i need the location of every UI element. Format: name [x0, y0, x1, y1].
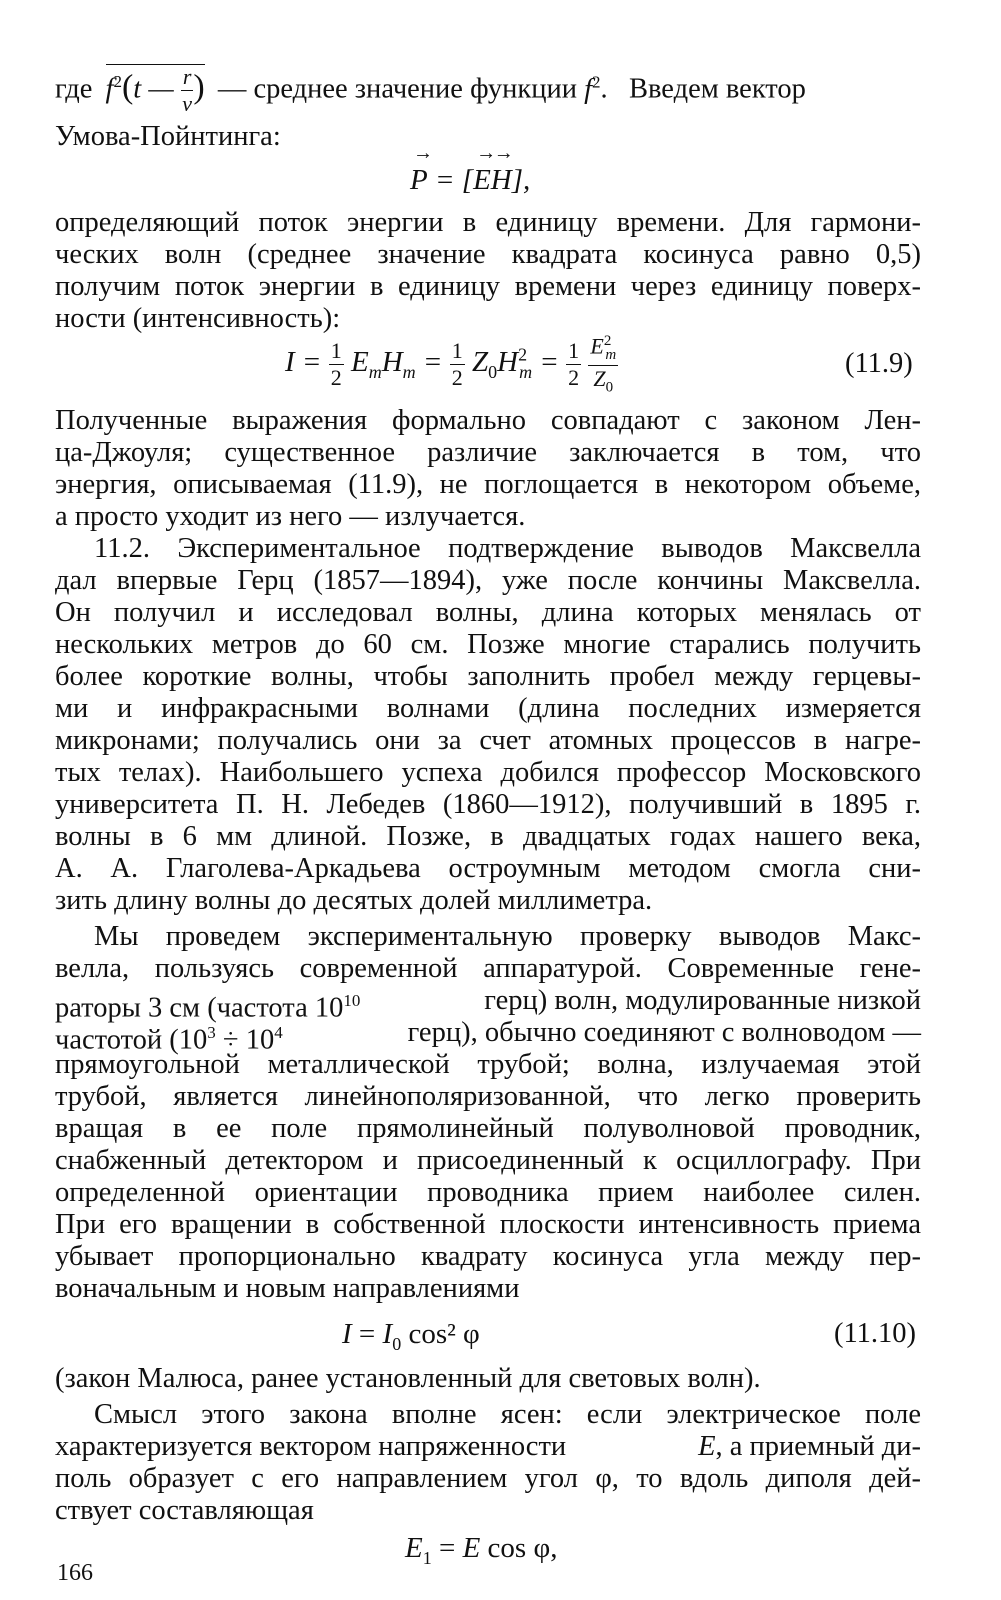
superscript: 3	[207, 1023, 216, 1042]
text-line: Смысл этого закона вполне ясен: если электрическое поле	[94, 1399, 921, 1430]
inline-formula: $f^2$	[584, 72, 601, 105]
text-line: прямоугольной металлической трубой; волна, излучаемая этой	[55, 1049, 921, 1080]
text-line: Он получил и исследовал волны, длина которых менялась от	[55, 597, 921, 628]
text-line: а просто уходит из него — излучается.	[55, 501, 526, 532]
text-fragment: характеризуется вектором напряженности	[55, 1431, 567, 1462]
text-fragment: где	[55, 73, 93, 105]
text-line: велла, пользуясь современной аппаратурой. Современные гене-	[55, 953, 921, 984]
text-line: Умова-Пойнтинга:	[55, 121, 281, 152]
text-line: вращая в ее поле прямолинейный полуволновой проводник,	[55, 1113, 921, 1144]
text-line	[55, 1430, 921, 1464]
equation-e1: $E_1 = E$ cos φ,	[405, 1532, 558, 1568]
text-line: тых телах). Наибольшего успеха добился профессор Московского	[55, 757, 921, 788]
text-line: поль образует с его направлением угол φ, то вдоль диполя дей-	[55, 1463, 921, 1494]
text-fragment	[698, 1430, 921, 1464]
text-fragment: герц), обычно соединяют с волноводом —	[407, 1017, 921, 1048]
text-line: 11.2. Экспериментальное подтверждение выводов Максвелла	[94, 533, 921, 564]
text-line: более короткие волны, чтобы заполнить пробел между герцевы-	[55, 661, 921, 692]
text-fragment: ÷ 10	[215, 1024, 275, 1056]
text-line: ческих волн (среднее значение квадрата косинуса равно 0,5)	[55, 239, 921, 270]
text-line: Полученные выражения формально совпадают с законом Лен-	[55, 405, 921, 436]
text-fragment: — среднее значение функции	[217, 73, 577, 105]
text-fragment: раторы 3 см (частота 10	[55, 992, 344, 1024]
text-line: дал впервые Герц (1857—1894), уже после кончины Максвелла.	[55, 565, 921, 596]
text-fragment: герц) волн, модулированные низкой	[484, 985, 921, 1016]
text-line: энергия, описываемая (11.9), не поглощается в некотором объеме,	[55, 469, 921, 500]
text-line: ца-Джоуля; существенное различие заключается в том, что	[55, 437, 921, 468]
superscript: 10	[343, 991, 361, 1010]
text-line: определяющий поток энергии в единицу времени. Для гармони-	[55, 207, 921, 238]
inline-formula: $f^2(t$ — $\frac{r}{v}$ )	[105, 64, 205, 117]
text-line: ствует составляющая	[55, 1495, 314, 1526]
text-line: нескольких метров до 60 см. Позже многие старались получить	[55, 629, 921, 660]
equation-poynting: → P = [→ E→ H],	[410, 164, 530, 197]
text-line: ности (интенсивность):	[55, 303, 341, 334]
text-line: определенной ориентации проводника прием наиболее силен.	[55, 1177, 921, 1208]
text-line: Мы проведем экспериментальную проверку выводов Макс-	[94, 921, 921, 952]
text-line: трубой, является линейнополяризованной, что легко проверить	[55, 1081, 921, 1112]
text-line: зить длину волны до десятых долей миллиметра.	[55, 885, 653, 916]
equation-number: (11.10)	[834, 1318, 917, 1349]
text-line: снабженный детектором и присоединенный к осциллографу. При	[55, 1145, 921, 1176]
text-line: университета П. Н. Лебедев (1860—1912), получивший в 1895 г.	[55, 789, 921, 820]
symbol-E: E	[698, 1431, 716, 1462]
text-line: микронами; получались они за счет атомных процессов в нагре-	[55, 725, 921, 756]
text-line: ми и инфракрасными волнами (длина последних измеряется	[55, 693, 921, 724]
text-line: получим поток энергии в единицу времени через единицу поверх-	[55, 271, 921, 302]
equation-number: (11.9)	[845, 348, 913, 379]
text-line: убывает пропорционально квадрату косинуса угла между пер-	[55, 1241, 921, 1272]
equation-11-10: $I = I_0$ cos² φ	[342, 1318, 480, 1354]
text-line: волны в 6 мм длиной. Позже, в двадцатых годах нашего века,	[55, 821, 921, 852]
text-line: (закон Малюса, ранее установленный для световых волн).	[55, 1363, 761, 1394]
equation-rhs: cos² φ	[408, 1318, 480, 1350]
superscript: 4	[274, 1023, 283, 1042]
equation-rhs: cos φ,	[487, 1532, 558, 1564]
text-line: воначальным и новым направлениями	[55, 1273, 520, 1304]
text-line: где $f^2(t$ — $\frac{r}{v}$ ) — среднее значение функции $f^2$. Введем вектор	[55, 64, 806, 117]
text-fragment: , а приемный ди-	[715, 1431, 921, 1462]
text-fragment: частотой (10	[55, 1024, 208, 1056]
text-line: А. А. Глаголева-Аркадьева остроумным методом смогла сни-	[55, 853, 921, 884]
page-number: 166	[57, 1560, 93, 1586]
equation-11-9: I = $\frac{1}{2}$ $E_mH_m$ = $\frac{1}{2}$ $Z_0H^2_m$ = $\frac{1}{2}$ $\frac{E^2_m}{Z_0}$	[285, 333, 617, 396]
text-fragment: Введем вектор	[629, 73, 806, 105]
text-line: При его вращении в собственной плоскости интенсивность приема	[55, 1209, 921, 1240]
